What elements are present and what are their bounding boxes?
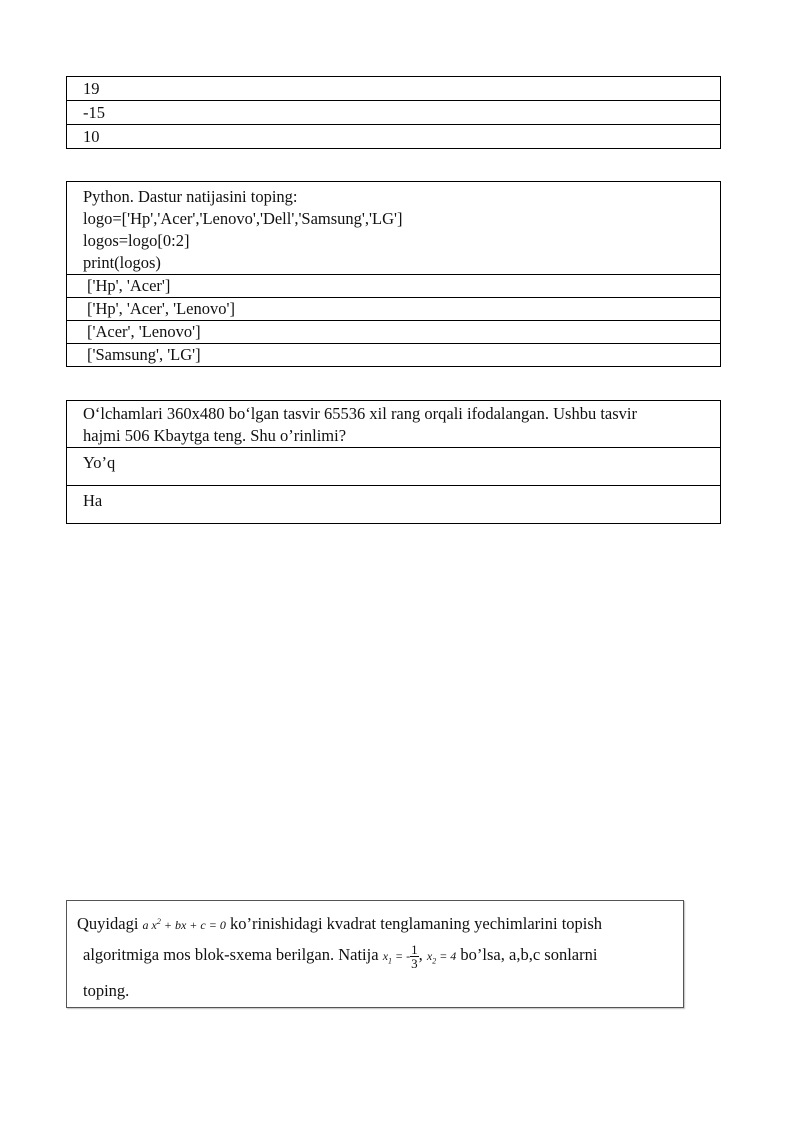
question-text: algoritmiga mos blok-sxema berilgan. Natija — [83, 945, 379, 964]
fraction-denominator: 3 — [411, 955, 418, 971]
eq-term: x — [382, 949, 389, 963]
root-x2 — [426, 949, 457, 966]
answer-option[interactable]: ['Samsung', 'LG'] — [67, 344, 721, 367]
eq-term: = - — [395, 949, 411, 963]
code-line: logos=logo[0:2] — [83, 231, 190, 250]
answer-option[interactable]: ['Hp', 'Acer', 'Lenovo'] — [67, 298, 721, 321]
answer-option[interactable]: 10 — [67, 125, 721, 149]
question-line: hajmi 506 Kbaytga teng. Shu o’rinlimi? — [83, 426, 347, 445]
question-line — [77, 976, 675, 1006]
root-x1 — [382, 949, 411, 966]
question-text: Quyidagi — [77, 914, 139, 933]
eq-term: + bx + c = 0 — [163, 918, 226, 932]
eq-subscript: 2 — [432, 956, 437, 966]
answer-option[interactable]: -15 — [67, 101, 721, 125]
quadratic-equation — [143, 918, 226, 932]
code-line: logo=['Hp','Acer','Lenovo','Dell','Samsung','LG'] — [83, 209, 403, 228]
question-line — [77, 940, 675, 976]
fraction — [410, 943, 419, 970]
question-1-answers-table — [66, 76, 721, 149]
fraction-numerator: 1 — [411, 941, 418, 957]
question-line: O‘lchamlari 360x480 bo‘lgan tasvir 65536 xil rang orqali ifodalangan. Ushbu tasvir — [83, 404, 637, 423]
question-line — [77, 907, 675, 940]
code-line: print(logos) — [83, 253, 161, 272]
answer-option[interactable]: ['Acer', 'Lenovo'] — [67, 321, 721, 344]
question-text: ko’rinishidagi kvadrat tenglamaning yechimlarini topish — [229, 914, 603, 933]
question-4-box — [66, 900, 684, 1008]
question-text: toping. — [83, 981, 130, 1001]
eq-term: x — [426, 949, 433, 963]
answer-option[interactable]: 19 — [67, 77, 721, 101]
question-3-table — [66, 400, 721, 524]
eq-term: a — [142, 918, 149, 932]
answer-option[interactable]: Yo’q — [67, 448, 721, 486]
answer-option[interactable]: Ha — [67, 486, 721, 524]
question-text — [67, 401, 721, 448]
answer-option[interactable]: ['Hp', 'Acer'] — [67, 275, 721, 298]
question-line: Python. Dastur natijasini toping: — [83, 187, 298, 206]
eq-term: = 4 — [439, 949, 457, 963]
question-text — [67, 182, 721, 275]
eq-subscript: 1 — [388, 956, 393, 966]
question-2-table — [66, 181, 721, 367]
eq-term: x — [151, 918, 157, 932]
eq-exponent: 2 — [156, 917, 161, 926]
question-text: bo’lsa, a,b,c sonlarni — [460, 945, 598, 964]
separator: , — [418, 945, 423, 964]
